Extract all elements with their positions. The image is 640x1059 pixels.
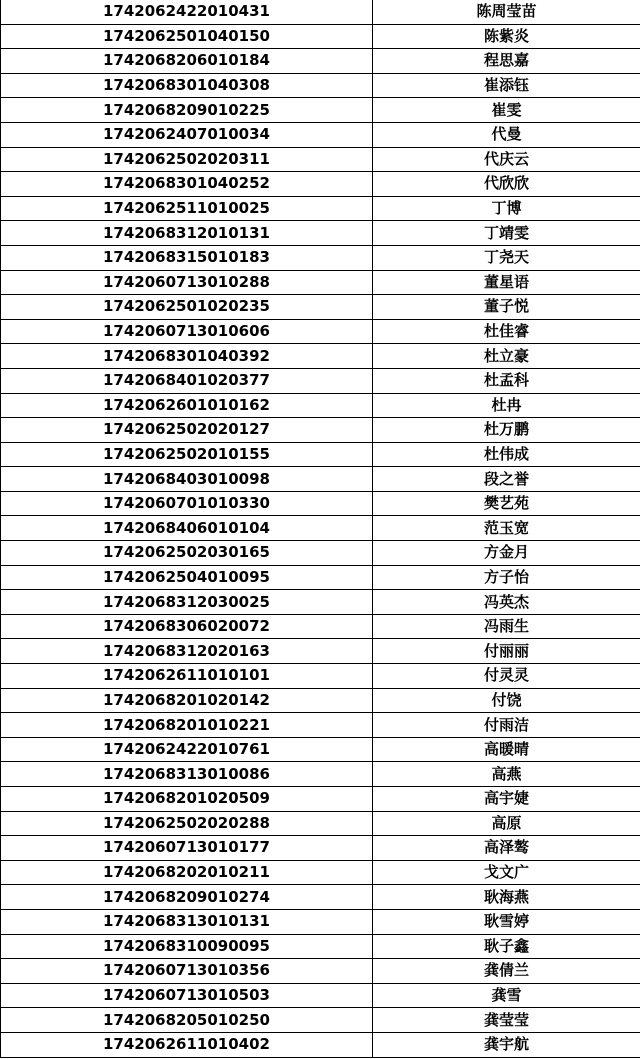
table-row: [1, 221, 640, 246]
student-id-cell: 1742060713010288: [1, 270, 373, 295]
student-id-cell: 1742062611010402: [1, 1032, 373, 1057]
student-name-cell: 程思嘉: [373, 49, 640, 74]
student-name-cell: 代欣欣: [373, 172, 640, 197]
table-row: [1, 295, 640, 320]
student-id-cell: 1742062501040150: [1, 24, 373, 49]
student-id-cell: 1742062611010101: [1, 664, 373, 689]
table-row: [1, 934, 640, 959]
student-id-cell: 1742068406010104: [1, 516, 373, 541]
student-id-cell: 1742068301040308: [1, 73, 373, 98]
student-name-cell: 代曼: [373, 122, 640, 147]
table-row: [1, 811, 640, 836]
table-row: [1, 614, 640, 639]
student-id-cell: 1742060713010606: [1, 319, 373, 344]
student-id-cell: 1742062501020235: [1, 295, 373, 320]
table-row: [1, 713, 640, 738]
student-id-cell: 1742068301040392: [1, 344, 373, 369]
table-row: [1, 172, 640, 197]
student-id-cell: 1742068205010250: [1, 1008, 373, 1033]
student-name-cell: 龚宇航: [373, 1032, 640, 1057]
student-id-cell: 1742068209010274: [1, 885, 373, 910]
student-id-cell: 1742068301040252: [1, 172, 373, 197]
table-row: [1, 1008, 640, 1033]
table-row: [1, 737, 640, 762]
table-row: [1, 959, 640, 984]
student-name-cell: 高宇婕: [373, 787, 640, 812]
table-row: [1, 393, 640, 418]
student-id-cell: 1742062422010431: [1, 0, 373, 24]
table-row: [1, 196, 640, 221]
student-id-cell: 1742068312020163: [1, 639, 373, 664]
student-id-cell: 1742062601010162: [1, 393, 373, 418]
table-row: [1, 688, 640, 713]
student-name-cell: 杜冉: [373, 393, 640, 418]
student-name-cell: 耿雪婷: [373, 909, 640, 934]
table-row: [1, 590, 640, 615]
student-name-cell: 崔雯: [373, 98, 640, 123]
student-name-cell: 戈文广: [373, 860, 640, 885]
student-name-cell: 冯英杰: [373, 590, 640, 615]
table-row: [1, 245, 640, 270]
student-id-cell: 1742060713010503: [1, 983, 373, 1008]
student-id-cell: 1742068209010225: [1, 98, 373, 123]
table-row: [1, 909, 640, 934]
student-id-cell: 1742060701010330: [1, 491, 373, 516]
table-row: [1, 49, 640, 74]
table-row: [1, 1032, 640, 1057]
student-name-cell: 丁尧天: [373, 245, 640, 270]
table-row: [1, 467, 640, 492]
student-id-cell: 1742068310090095: [1, 934, 373, 959]
table-row: [1, 491, 640, 516]
student-name-cell: 代庆云: [373, 147, 640, 172]
student-id-cell: 1742062502020127: [1, 418, 373, 443]
student-name-cell: 杜孟科: [373, 368, 640, 393]
student-name-cell: 丁博: [373, 196, 640, 221]
student-name-cell: 付丽丽: [373, 639, 640, 664]
student-name-cell: 杜万鹏: [373, 418, 640, 443]
table-row: [1, 418, 640, 443]
table-row: [1, 147, 640, 172]
student-name-cell: 董子悦: [373, 295, 640, 320]
table-row: [1, 442, 640, 467]
student-id-cell: 1742068313010131: [1, 909, 373, 934]
student-name-cell: 杜佳睿: [373, 319, 640, 344]
table-row: [1, 368, 640, 393]
student-name-cell: 高暖晴: [373, 737, 640, 762]
student-name-cell: 龚倩兰: [373, 959, 640, 984]
table-row: [1, 270, 640, 295]
student-id-cell: 1742068401020377: [1, 368, 373, 393]
student-id-cell: 1742062502030165: [1, 541, 373, 566]
student-name-cell: 杜伟成: [373, 442, 640, 467]
table-row: [1, 860, 640, 885]
student-id-cell: 1742062502010155: [1, 442, 373, 467]
student-id-cell: 1742068206010184: [1, 49, 373, 74]
student-name-cell: 付饶: [373, 688, 640, 713]
student-name-cell: 高泽骜: [373, 836, 640, 861]
table-row: [1, 885, 640, 910]
student-id-cell: 1742068201010221: [1, 713, 373, 738]
student-name-cell: 龚雪: [373, 983, 640, 1008]
student-name-cell: 龚莹莹: [373, 1008, 640, 1033]
student-id-cell: 1742062511010025: [1, 196, 373, 221]
student-id-cell: 1742068403010098: [1, 467, 373, 492]
table-row: [1, 762, 640, 787]
student-id-cell: 1742068315010183: [1, 245, 373, 270]
table-row: [1, 0, 640, 24]
student-id-cell: 1742060713010356: [1, 959, 373, 984]
student-id-cell: 1742068313010086: [1, 762, 373, 787]
table-row: [1, 319, 640, 344]
student-name-cell: 付雨洁: [373, 713, 640, 738]
student-name-cell: 陈周莹苗: [373, 0, 640, 24]
table-row: [1, 787, 640, 812]
student-id-cell: 1742068201020509: [1, 787, 373, 812]
student-name-cell: 耿子鑫: [373, 934, 640, 959]
student-name-cell: 付灵灵: [373, 664, 640, 689]
table-row: [1, 344, 640, 369]
table-row: [1, 565, 640, 590]
table-row: [1, 639, 640, 664]
student-name-cell: 杜立豪: [373, 344, 640, 369]
student-name-cell: 耿海燕: [373, 885, 640, 910]
student-name-cell: 崔添钰: [373, 73, 640, 98]
table-body: [1, 0, 640, 1057]
student-id-cell: 1742062422010761: [1, 737, 373, 762]
table-row: [1, 516, 640, 541]
student-id-cell: 1742062407010034: [1, 122, 373, 147]
table-row: [1, 24, 640, 49]
student-name-cell: 范玉宽: [373, 516, 640, 541]
student-name-cell: 陈紫炎: [373, 24, 640, 49]
student-id-cell: 1742068202010211: [1, 860, 373, 885]
student-id-cell: 1742060713010177: [1, 836, 373, 861]
table-row: [1, 122, 640, 147]
student-id-cell: 1742062504010095: [1, 565, 373, 590]
student-name-cell: 高原: [373, 811, 640, 836]
student-name-cell: 段之誉: [373, 467, 640, 492]
student-id-cell: 1742068306020072: [1, 614, 373, 639]
student-id-cell: 1742068201020142: [1, 688, 373, 713]
student-name-cell: 方子怡: [373, 565, 640, 590]
table-row: [1, 541, 640, 566]
table-row: [1, 73, 640, 98]
student-name-cell: 冯雨生: [373, 614, 640, 639]
student-id-cell: 1742068312030025: [1, 590, 373, 615]
student-id-cell: 1742062502020288: [1, 811, 373, 836]
table-row: [1, 98, 640, 123]
student-name-cell: 樊艺苑: [373, 491, 640, 516]
table-row: [1, 983, 640, 1008]
student-id-cell: 1742062502020311: [1, 147, 373, 172]
student-name-cell: 丁靖雯: [373, 221, 640, 246]
table-row: [1, 836, 640, 861]
student-name-cell: 高燕: [373, 762, 640, 787]
student-name-cell: 方金月: [373, 541, 640, 566]
table-row: [1, 664, 640, 689]
student-id-cell: 1742068312010131: [1, 221, 373, 246]
student-name-cell: 董星语: [373, 270, 640, 295]
